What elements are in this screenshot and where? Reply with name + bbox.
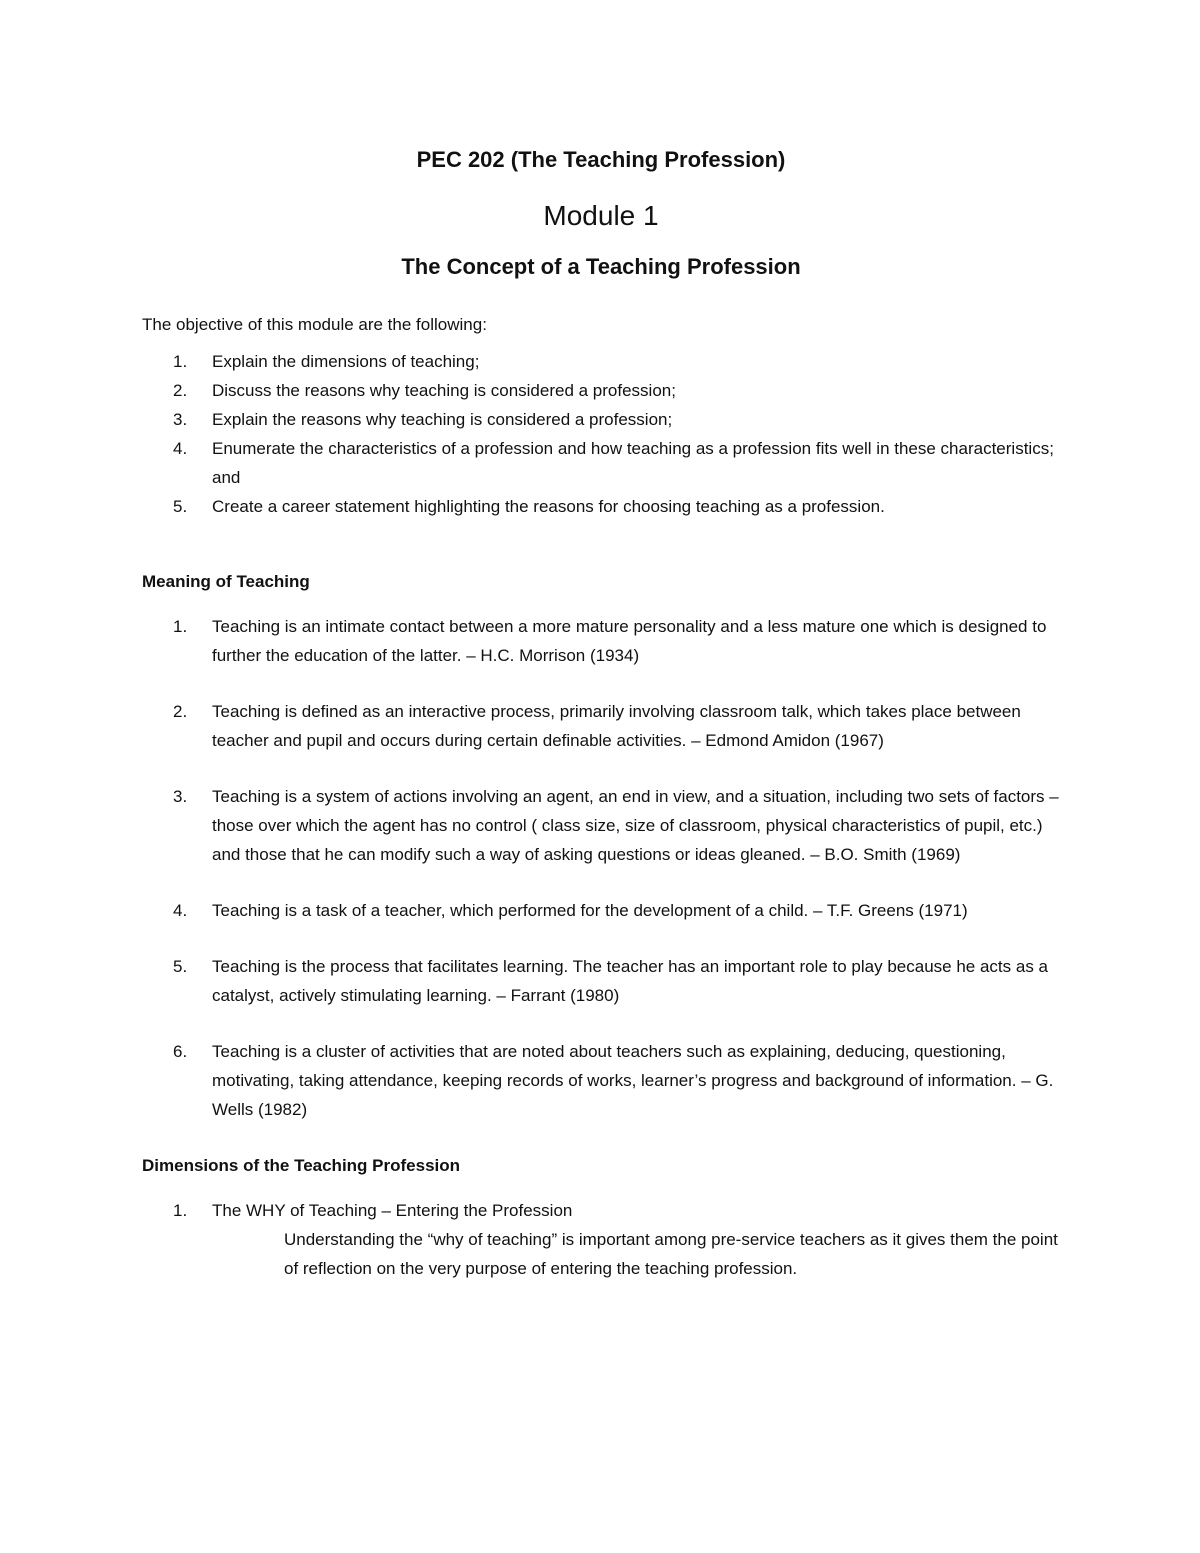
- objective-text: Discuss the reasons why teaching is considered a profession;: [212, 381, 676, 400]
- objective-text: Explain the dimensions of teaching;: [212, 352, 480, 371]
- list-number: 2.: [173, 381, 188, 400]
- list-number: 1.: [173, 352, 188, 371]
- course-title: PEC 202 (The Teaching Profession): [416, 147, 786, 172]
- objective-text: Explain the reasons why teaching is considered a profession;: [212, 410, 673, 429]
- definition-text: Teaching is an intimate contact between a more mature personality and a less mature one which is designed to further the education of the latter. – H.C. Morrison (1934): [212, 617, 1047, 665]
- list-number: 1.: [173, 1201, 188, 1220]
- definition-item: [142, 1037, 1060, 1124]
- module-title: Module 1: [543, 200, 659, 231]
- definition-item: [142, 697, 1060, 755]
- meaning-list: [142, 612, 1060, 1124]
- definition-text: Teaching is a system of actions involving an agent, an end in view, and a situation, including two sets of factors – those over which the agent has no control ( class size, size of classroom, physical characteristics of pupil, etc.) and those that he can modify such a way of asking questions or ideas gleaned. – B.O. Smith (1969): [212, 787, 1059, 864]
- definition-item: [142, 896, 1060, 925]
- list-number: 4.: [173, 439, 188, 458]
- list-number: 6.: [173, 1042, 188, 1061]
- list-number: 5.: [173, 497, 188, 516]
- dimension-description: Understanding the “why of teaching” is important among pre-service teachers as it gives them the point of reflection on the very purpose of entering the teaching profession.: [284, 1230, 1058, 1278]
- objective-item: [142, 405, 1060, 434]
- list-number: 2.: [173, 702, 188, 721]
- dimension-title: The WHY of Teaching – Entering the Profession: [212, 1201, 573, 1220]
- objectives-intro: The objective of this module are the following:: [142, 315, 487, 334]
- definition-text: Teaching is defined as an interactive process, primarily involving classroom talk, which takes place between teacher and pupil and occurs during certain definable activities. – Edmond Amidon (1967): [212, 702, 1021, 750]
- objective-text: Create a career statement highlighting the reasons for choosing teaching as a profession.: [212, 497, 885, 516]
- objective-item: [142, 347, 1060, 376]
- list-number: 3.: [173, 787, 188, 806]
- dimension-item: [142, 1196, 1060, 1283]
- objectives-list: [142, 347, 1060, 521]
- definition-item: [142, 952, 1060, 1010]
- objective-item: [142, 434, 1060, 492]
- objective-item: [142, 492, 1060, 521]
- objective-item: [142, 376, 1060, 405]
- module-subtitle: The Concept of a Teaching Profession: [401, 254, 801, 279]
- list-number: 3.: [173, 410, 188, 429]
- definition-text: Teaching is a cluster of activities that are noted about teachers such as explaining, deducing, questioning, motivating, taking attendance, keeping records of works, learner’s progress and background of information. – G. Wells (1982): [212, 1042, 1054, 1119]
- list-number: 1.: [173, 617, 188, 636]
- definition-text: Teaching is a task of a teacher, which performed for the development of a child. – T.F. Greens (1971): [212, 901, 968, 920]
- dimensions-list: [142, 1196, 1060, 1283]
- dimensions-heading: Dimensions of the Teaching Profession: [142, 1156, 461, 1175]
- definition-text: Teaching is the process that facilitates learning. The teacher has an important role to play because he acts as a catalyst, actively stimulating learning. – Farrant (1980): [212, 957, 1049, 1005]
- objective-text: Enumerate the characteristics of a profession and how teaching as a profession fits well in these characteristics; and: [212, 439, 1054, 487]
- meaning-heading: Meaning of Teaching: [142, 572, 310, 591]
- list-number: 4.: [173, 901, 188, 920]
- definition-item: [142, 782, 1060, 869]
- list-number: 5.: [173, 957, 188, 976]
- definition-item: [142, 612, 1060, 670]
